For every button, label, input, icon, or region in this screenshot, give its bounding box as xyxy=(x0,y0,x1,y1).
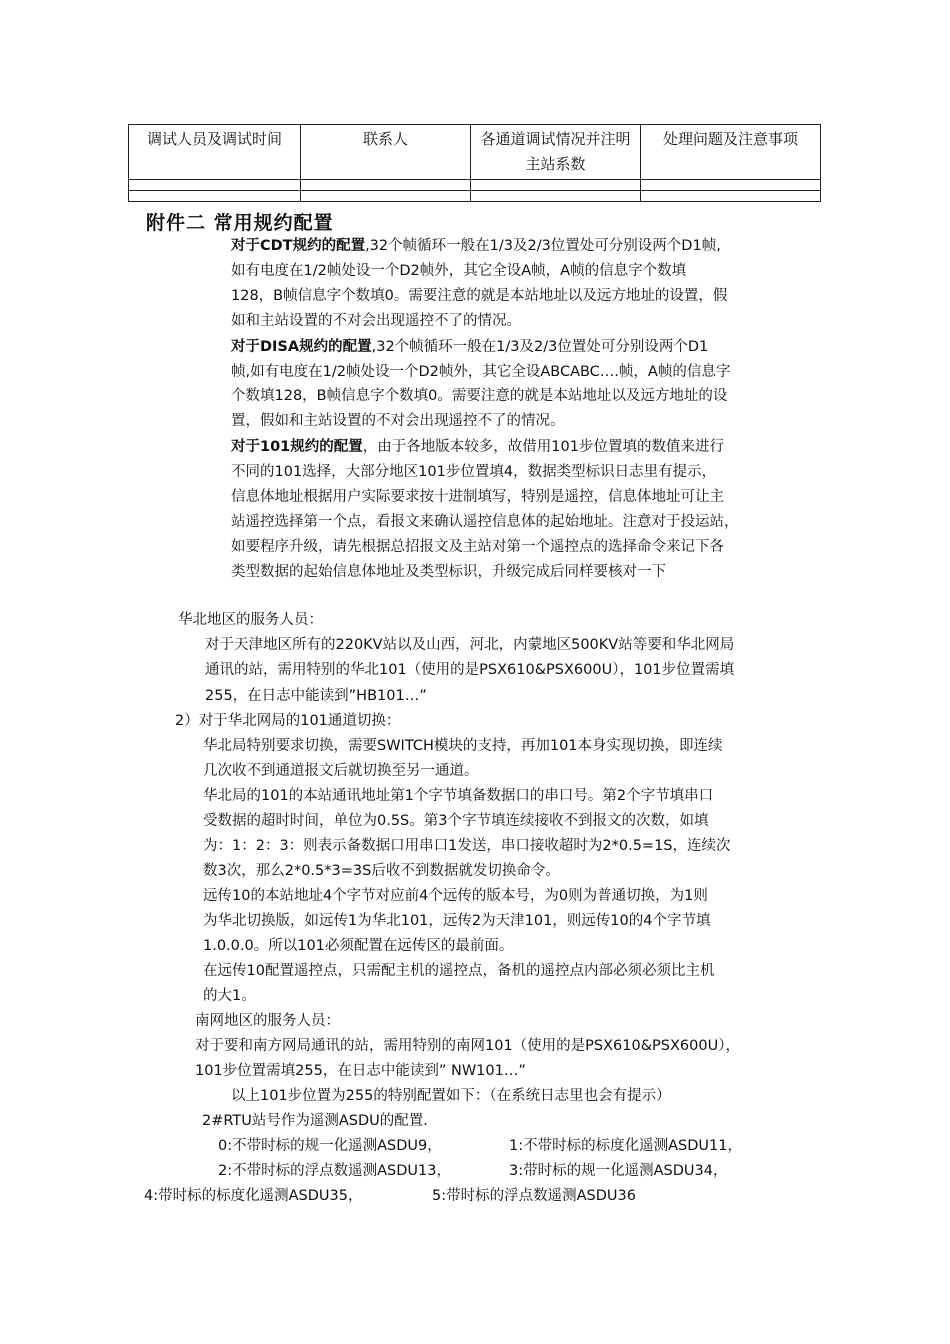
table-cell[interactable] xyxy=(471,191,641,202)
south-title: 南网地区的服务人员： xyxy=(195,1013,340,1029)
cdt-paragraph-line: 如和主站设置的不对会出现遥控不了的情况。 xyxy=(231,313,521,329)
table-header-cell: 处理问题及注意事项 xyxy=(641,125,821,180)
north-line: 对于天津地区所有的220KV站以及山西，河北，内蒙地区500KV站等要和华北网局 xyxy=(205,637,735,653)
table-header-cell: 调试人员及调试时间 xyxy=(129,125,301,180)
switch-line: 华北局特别要求切换，需要SWITCH模块的支持，再加101本身实现切换，即连续 xyxy=(203,738,723,754)
switch-line: 数3次，那么2*0.5*3=3S后收不到数据就发切换命令。 xyxy=(203,863,560,879)
switch-line: 为华北切换版，如远传1为华北101，远传2为天津101，则远传10的4个字节填 xyxy=(203,913,711,929)
switch-line: 远传10的本站地址4个字节对应前4个远传的版本号，为0则为普通切换，为1则 xyxy=(203,888,708,904)
table-cell[interactable] xyxy=(301,180,471,191)
table-cell[interactable] xyxy=(641,180,821,191)
p101-paragraph-line: 类型数据的起始信息体地址及类型标识，升级完成后同样要核对一下 xyxy=(231,564,666,580)
table-row xyxy=(129,180,821,191)
switch-line: 在远传10配置遥控点，只需配主机的遥控点，备机的遥控点内部必须必须比主机 xyxy=(203,963,715,979)
cdt-paragraph-line: 128，B帧信息字个数填0。需要注意的就是本站地址以及远方地址的设置，假 xyxy=(231,288,728,304)
disa-paragraph-line: 帧,如有电度在1/2帧处设一个D2帧外，其它全设ABCABC….帧，A帧的信息字 xyxy=(231,364,731,380)
table-cell[interactable] xyxy=(301,191,471,202)
cdt-text: ,32个帧循环一般在1/3及2/3位置处可分别设两个D1帧, xyxy=(365,238,721,254)
debug-record-table xyxy=(128,124,821,202)
switch-line: 受数据的超时时间，单位为0.5S。第3个字节填连续接收不到报文的次数，如填 xyxy=(203,813,709,829)
cdt-paragraph-line: 如有电度在1/2帧处设一个D2帧外，其它全设A帧，A帧的信息字个数填 xyxy=(231,263,687,279)
table-cell[interactable] xyxy=(641,191,821,202)
asdu-option: 3:带时标的规一化遥测ASDU34， xyxy=(509,1163,728,1179)
south-line: 对于要和南方网局通讯的站，需用特别的南网101（使用的是PSX610&PSX600U）， xyxy=(195,1038,740,1054)
table-cell[interactable] xyxy=(129,191,301,202)
p101-paragraph-line xyxy=(231,435,724,460)
north-line: 通讯的站，需用特别的华北101（使用的是PSX610&PSX600U），101步位置需填 xyxy=(205,662,735,678)
south-line: 101步位置需填255，在日志中能读到” NW101…” xyxy=(195,1063,526,1079)
asdu-option: 5:带时标的浮点数遥测ASDU36 xyxy=(432,1188,636,1204)
switch-line: 的大1。 xyxy=(203,988,256,1004)
table-cell[interactable] xyxy=(471,180,641,191)
special-intro: 以上101步位置为255的特别配置如下：（在系统日志里也会有提示） xyxy=(231,1088,671,1104)
disa-paragraph-line xyxy=(231,335,708,360)
asdu-option: 0:不带时标的规一化遥测ASDU9， xyxy=(218,1138,442,1154)
table-header-row xyxy=(129,125,821,180)
p101-paragraph-line: 信息体地址根据用户实际要求按十进制填写，特别是遥控，信息体地址可让主 xyxy=(231,489,724,505)
table-header-cell: 联系人 xyxy=(301,125,471,180)
asdu-option: 4:带时标的标度化遥测ASDU35， xyxy=(144,1188,363,1204)
p101-paragraph-line: 不同的101选择，大部分地区101步位置填4，数据类型标识日志里有提示， xyxy=(231,464,717,480)
p101-text: ，由于各地版本较多，故借用101步位置填的数值来进行 xyxy=(362,439,724,455)
p101-paragraph-line: 如要程序升级，请先根据总招报文及主站对第一个遥控点的选择命令来记下各 xyxy=(231,539,724,555)
north-title: 华北地区的服务人员： xyxy=(178,612,323,628)
switch-line: 几次收不到通道报文后就切换至另一通道。 xyxy=(203,763,479,779)
disa-text: ,32个帧循环一般在1/3及2/3位置处可分别设两个D1 xyxy=(371,339,709,355)
switch-title: 2）对于华北网局的101通道切换： xyxy=(175,713,401,729)
table-cell[interactable] xyxy=(129,180,301,191)
p101-bold-lead: 对于101规约的配置 xyxy=(231,439,363,455)
p101-paragraph-line: 站遥控选择第一个点，看报文来确认遥控信息体的起始地址。注意对于投运站， xyxy=(231,514,739,530)
asdu-option: 1:不带时标的标度化遥测ASDU11， xyxy=(509,1138,742,1154)
special-rtu: 2#RTU站号作为遥测ASDU的配置. xyxy=(202,1113,428,1129)
switch-line: 华北局的101的本站通讯地址第1个字节填备数据口的串口号。第2个字节填串口 xyxy=(203,788,714,804)
table-header-cell: 各通道调试情况并注明主站系数 xyxy=(471,125,641,180)
disa-paragraph-line: 个数填128，B帧信息字个数填0。需要注意的就是本站地址以及远方地址的设 xyxy=(231,388,728,404)
switch-line: 为：1：2：3：则表示备数据口用串口1发送，串口接收超时为2*0.5=1S，连续次 xyxy=(203,838,731,854)
table-row xyxy=(129,191,821,202)
switch-line: 1.0.0.0。所以101必须配置在远传区的最前面。 xyxy=(203,938,514,954)
section-heading: 附件二 常用规约配置 xyxy=(146,212,334,234)
cdt-paragraph-line xyxy=(231,234,721,259)
north-line: 255，在日志中能读到”HB101…” xyxy=(205,688,427,704)
disa-paragraph-line: 置，假如和主站设置的不对会出现遥控不了的情况。 xyxy=(231,413,565,429)
cdt-bold-lead: 对于CDT规约的配置 xyxy=(231,238,366,254)
disa-bold-lead: 对于DISA规约的配置 xyxy=(231,339,372,355)
asdu-option: 2:不带时标的浮点数遥测ASDU13， xyxy=(218,1163,451,1179)
